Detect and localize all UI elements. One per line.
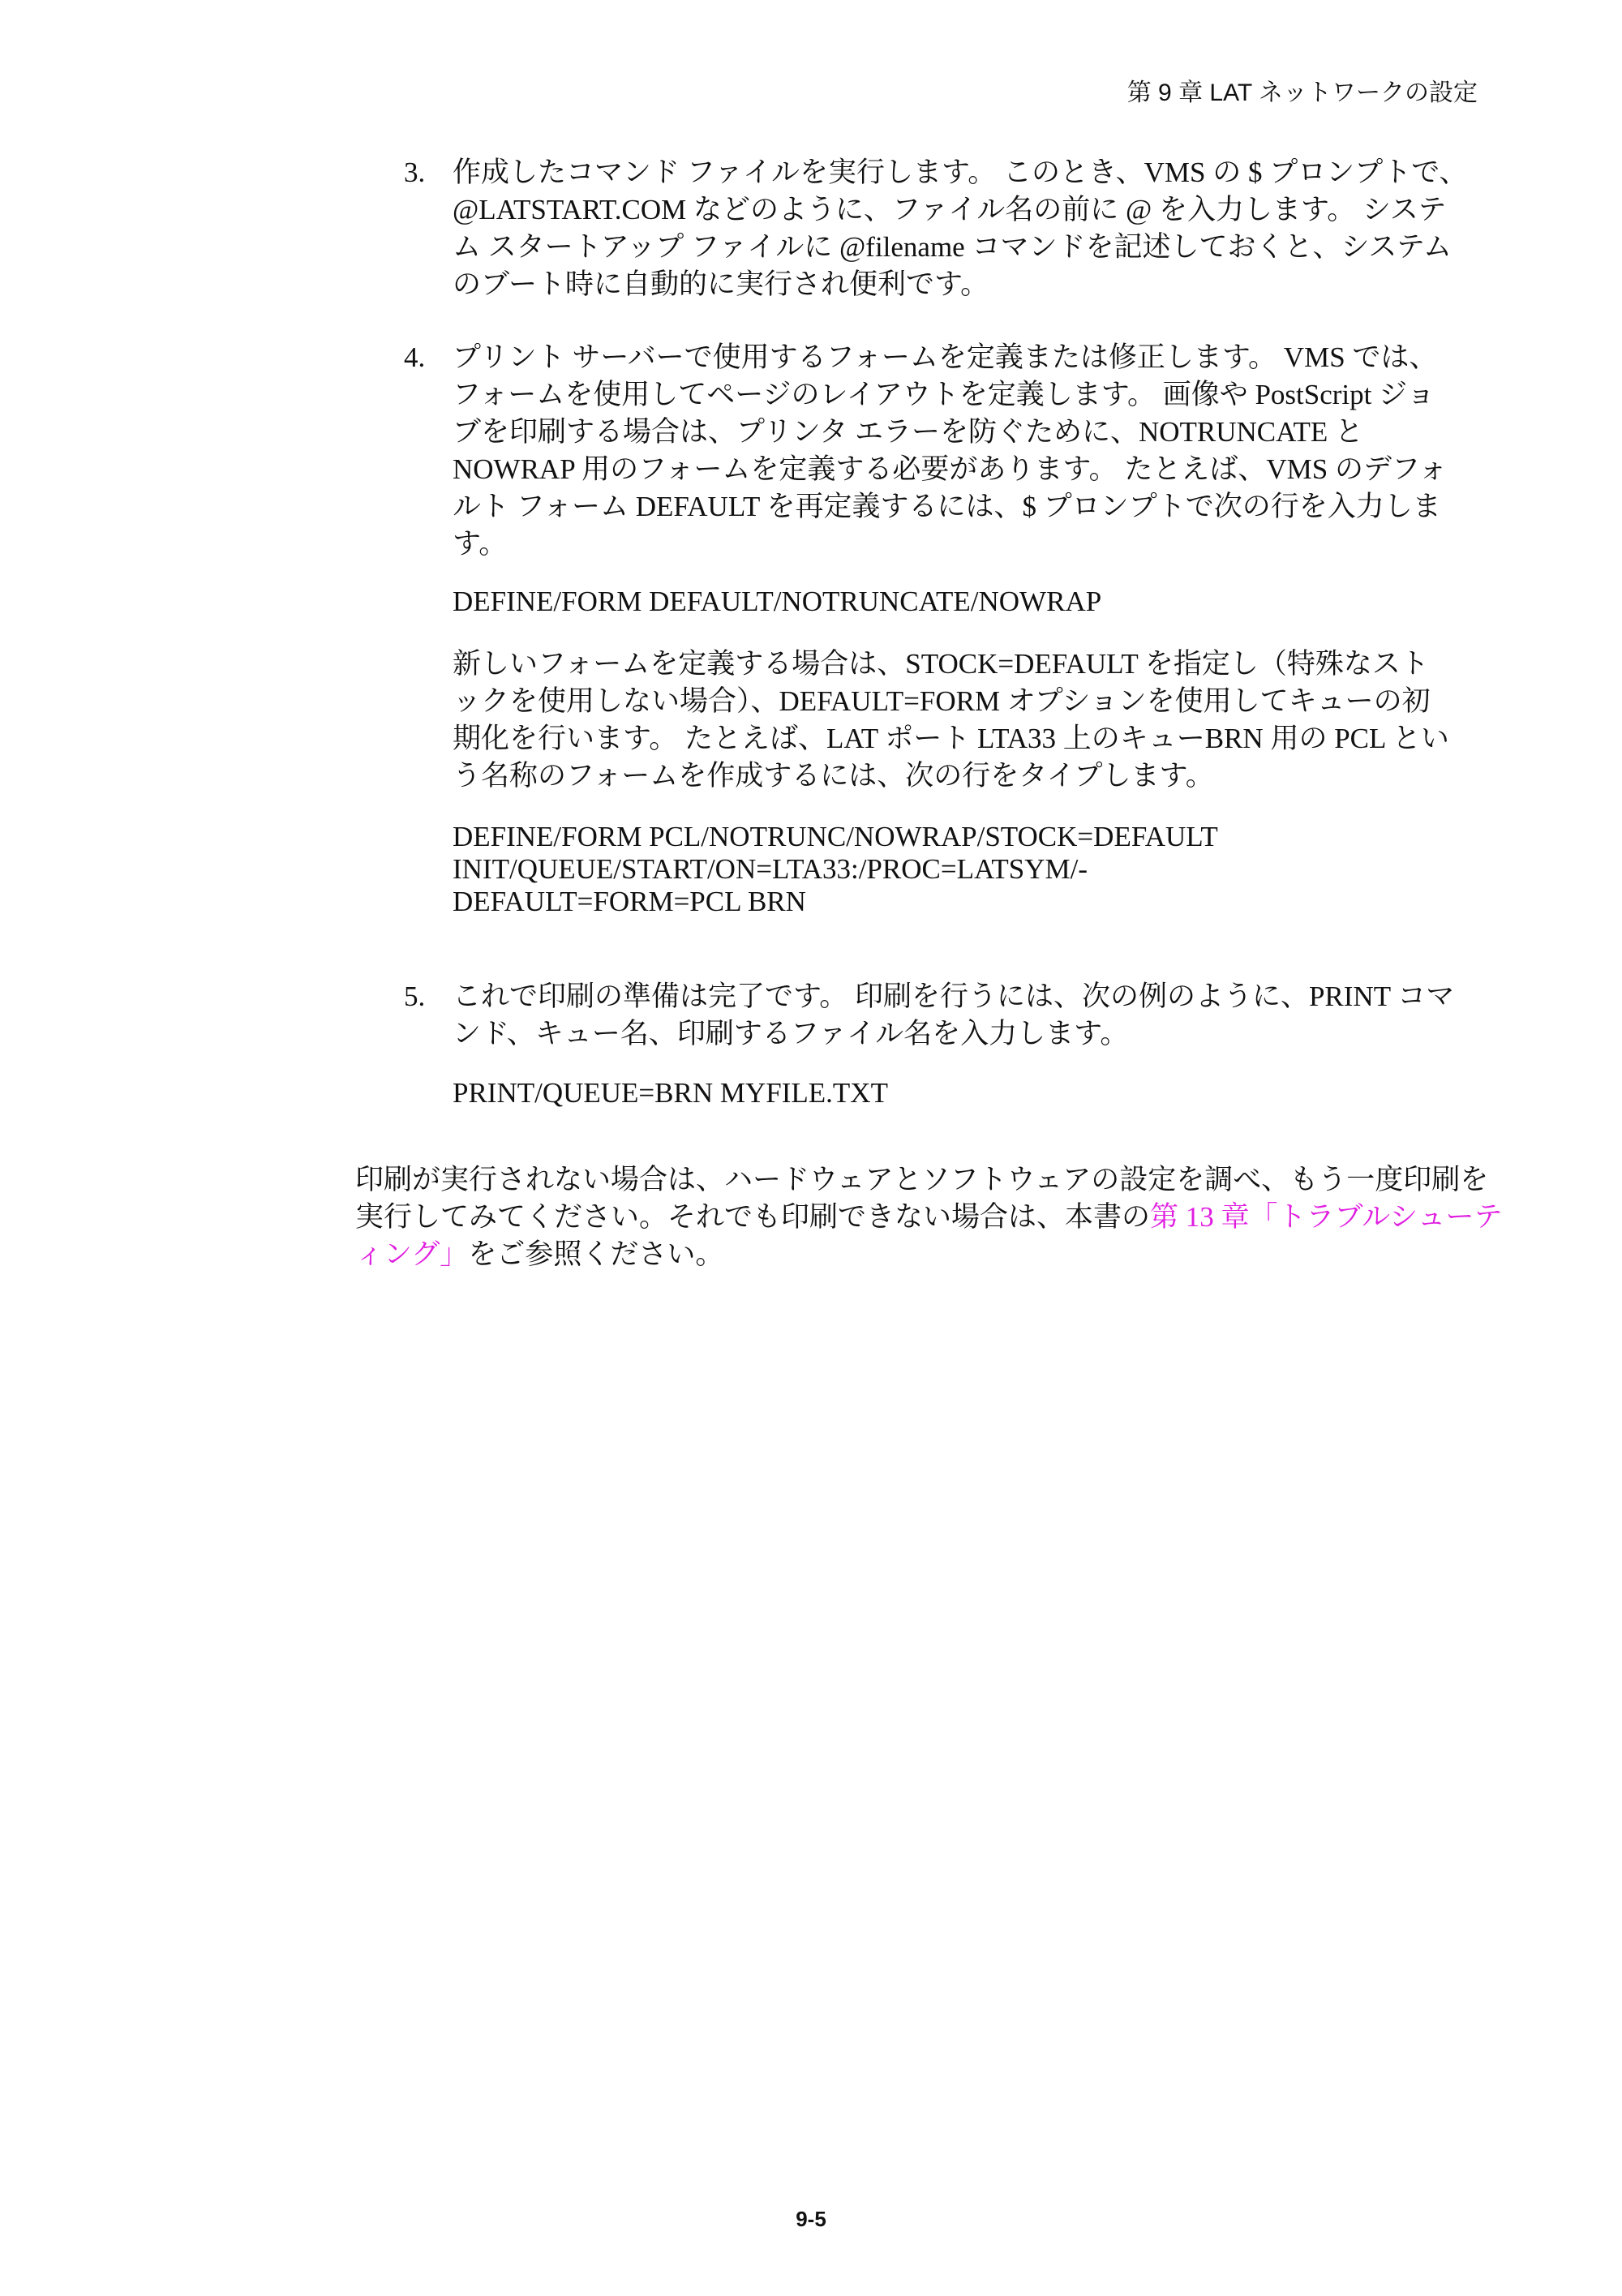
text-line: う名称のフォームを作成するには、次の行をタイプします。: [453, 760, 1214, 792]
step-body: [453, 339, 1499, 918]
code-line: INIT/QUEUE/START/ON=LTA33:/PROC=LATSYM/-: [453, 853, 1088, 885]
code-example: [453, 1077, 1499, 1109]
text-line: ンド、キュー名、印刷するファイル名を入力します。: [453, 1018, 1129, 1049]
closing-text: 印刷が実行されない場合は、ハードウェアとソフトウェアの設定を調べ、もう一度印刷を実行してみてください。それでも印刷できない場合は、本書の: [355, 1164, 1489, 1233]
text-line: ム スタートアップ ファイルに @filename コマンドを記述しておくと、システム: [453, 231, 1452, 263]
text-line: ブを印刷する場合は、プリンタ エラーを防ぐために、NOTRUNCATE と: [453, 416, 1364, 448]
text-line: のブート時に自動的に実行され便利です。: [453, 268, 989, 300]
text-line: @LATSTART.COM などのように、ファイル名の前に @ を入力します。 システ: [453, 194, 1447, 225]
text-line: 作成したコマンド ファイルを実行します。 このとき、VMS の $ プロンプトで、: [453, 157, 1468, 188]
text-line: ルト フォーム DEFAULT を再定義するには、$ プロンプトで次の行を入力しま: [453, 491, 1441, 522]
text-line: 新しいフォームを定義する場合は、STOCK=DEFAULT を指定し（特殊なスト: [453, 648, 1429, 680]
step-paragraph: [453, 154, 1499, 303]
code-example: [453, 821, 1499, 918]
step-paragraph: [453, 339, 1499, 563]
running-header: 第 9 章 LAT ネットワークの設定: [1126, 79, 1478, 106]
step-number: 5.: [404, 981, 426, 1012]
page-number: 9-5: [796, 2207, 826, 2231]
code-line: PRINT/QUEUE=BRN MYFILE.TXT: [453, 1077, 888, 1109]
step-number: 4.: [404, 341, 426, 373]
text-line: ックを使用しない場合）、DEFAULT=FORM オプションを使用してキューの初: [453, 685, 1431, 717]
text-line: プリント サーバーで使用するフォームを定義または修正します。 VMS では、: [453, 341, 1438, 373]
text-line: NOWRAP 用のフォームを定義する必要があります。 たとえば、VMS のデフォ: [453, 453, 1448, 485]
closing-paragraph: [355, 1161, 1507, 1273]
step-number: 3.: [404, 157, 426, 188]
step-paragraph: [453, 978, 1499, 1053]
step-paragraph: [453, 646, 1499, 795]
step-3: [404, 154, 1499, 303]
code-line: DEFINE/FORM PCL/NOTRUNC/NOWRAP/STOCK=DEFAULT: [453, 821, 1218, 852]
text-line: フォームを使用してページのレイアウトを定義します。 画像や PostScript ジョ: [453, 379, 1435, 410]
step-5: [404, 978, 1499, 1109]
code-line: DEFAULT=FORM=PCL BRN: [453, 886, 806, 917]
text-line: す。: [453, 528, 508, 560]
text-line: 期化を行います。 たとえば、LAT ポート LTA33 上のキューBRN 用の PCL とい: [453, 723, 1449, 754]
step-body: [453, 978, 1499, 1109]
text-line: これで印刷の準備は完了です。 印刷を行うには、次の例のように、PRINT コマ: [453, 981, 1455, 1012]
code-line: DEFINE/FORM DEFAULT/NOTRUNCATE/NOWRAP: [453, 586, 1102, 617]
closing-text-end: をご参照ください。: [468, 1238, 724, 1270]
step-4: [404, 339, 1499, 918]
troubleshooting-chapter-link[interactable]: 第 13 章「トラブルシューティング」: [355, 1201, 1503, 1270]
code-example: [453, 586, 1499, 618]
step-body: [453, 154, 1499, 303]
